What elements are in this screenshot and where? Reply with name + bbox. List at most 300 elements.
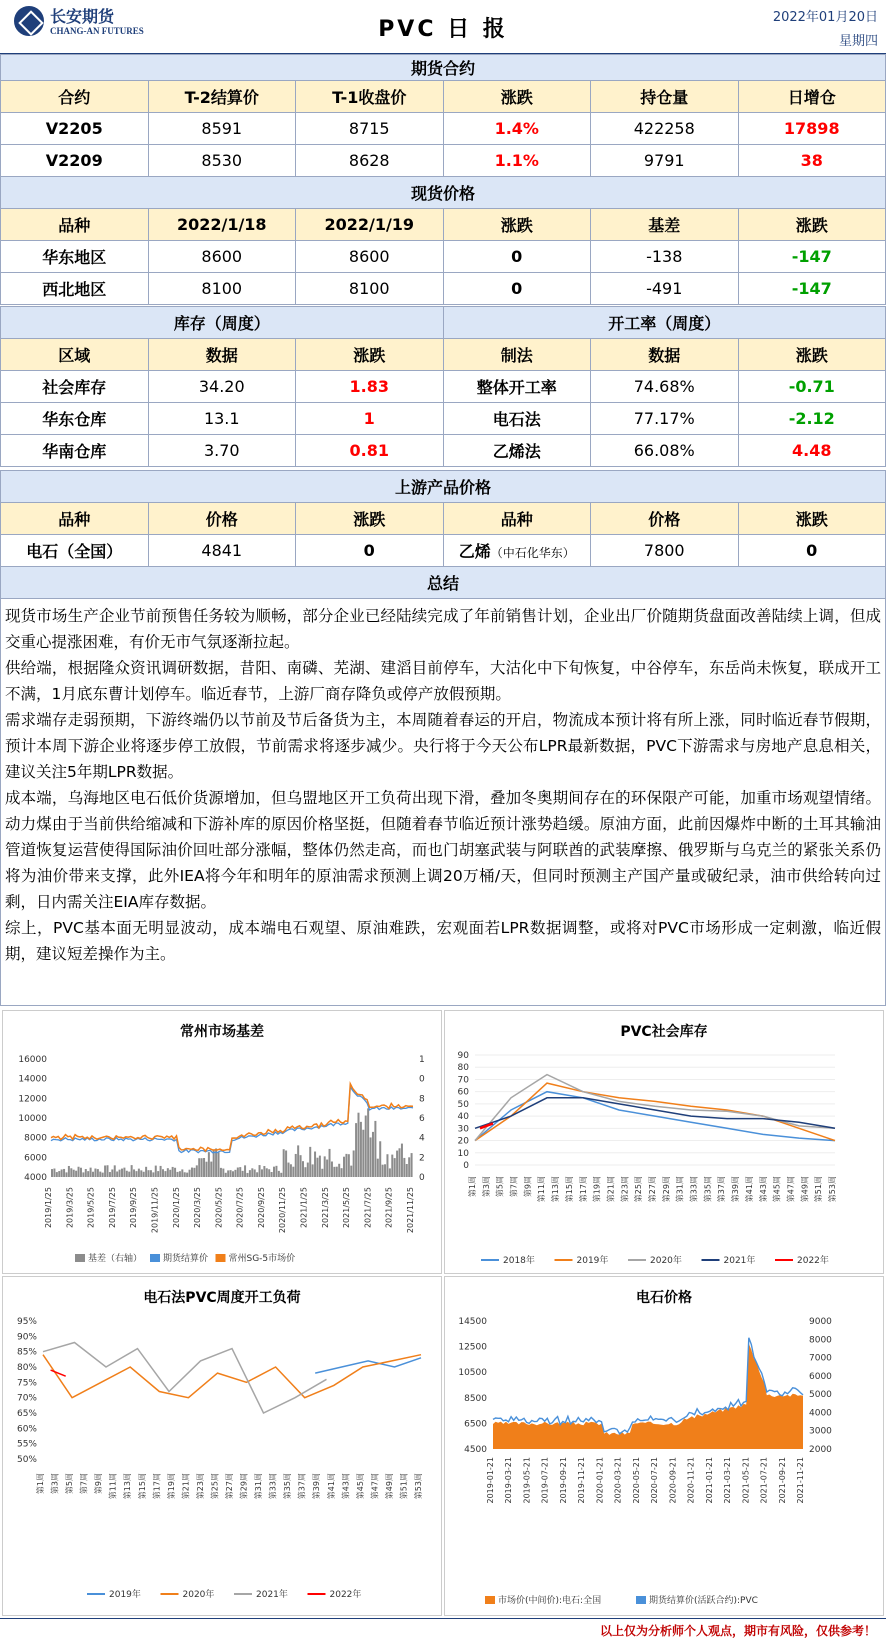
- bar-mark: [266, 1168, 268, 1177]
- bar-mark: [244, 1165, 246, 1177]
- bar-mark: [399, 1148, 401, 1177]
- x-tick-label: 2019/1/25: [44, 1187, 53, 1229]
- y-tick-label: 75%: [16, 1378, 37, 1389]
- table-cell: -491: [591, 273, 739, 305]
- bar-mark: [172, 1167, 174, 1177]
- bar-mark: [379, 1141, 381, 1177]
- legend-label: 基差（右轴）: [88, 1254, 143, 1264]
- bar-mark: [73, 1170, 75, 1177]
- x-tick-label: 2021/9/25: [384, 1187, 394, 1229]
- x-tick-label: 第21周: [606, 1176, 616, 1203]
- x-tick-label: 第21周: [181, 1473, 191, 1500]
- change-cell: 0.81: [296, 435, 444, 467]
- bar-mark: [51, 1169, 53, 1177]
- region-cell: 华东地区: [1, 241, 149, 273]
- bar-mark: [97, 1169, 99, 1177]
- bar-mark: [131, 1165, 133, 1177]
- bar-mark: [256, 1172, 258, 1177]
- bar-mark: [234, 1170, 236, 1177]
- summary-paragraph: 需求端存走弱预期，下游终端仍以节前及节后备货为主，本周随着春运的开启，物流成本预计将有所上涨，同时临近春节假期，预计本周下游企业将逐步停工放假，节前需求将逐步减少。央行将于今天公布LPR最新数据，PVC下游需求与房地产息息相关，建议关注5年期LPR数据。: [5, 711, 881, 781]
- y-tick-label: 16000: [18, 1055, 47, 1065]
- change-cell: 1: [296, 403, 444, 435]
- bar-mark: [63, 1169, 65, 1177]
- x-tick-label: 第11周: [108, 1473, 118, 1500]
- change-cell: 0: [443, 241, 591, 273]
- x-tick-label: 第5周: [495, 1176, 505, 1198]
- table-row: [1, 113, 886, 145]
- x-tick-label: 第1周: [36, 1473, 45, 1495]
- x-tick-label: 2021/7/25: [363, 1187, 373, 1229]
- series-line: [51, 1370, 66, 1376]
- x-tick-label: 2020-05-21: [631, 1457, 641, 1504]
- table-cell: -138: [591, 241, 739, 273]
- y-tick-label: 10500: [458, 1368, 487, 1379]
- x-tick-label: 第43周: [341, 1473, 351, 1500]
- x-tick-label: 2020/7/25: [235, 1187, 245, 1229]
- x-tick-label: 第13周: [551, 1176, 561, 1203]
- table-cell: 社会库存: [1, 371, 149, 403]
- bar-mark: [213, 1150, 215, 1177]
- y-tick-label: 55%: [16, 1439, 37, 1450]
- section-title: 期货合约: [1, 55, 886, 81]
- bar-mark: [174, 1168, 176, 1177]
- x-tick-label: 2020-11-21: [686, 1457, 696, 1504]
- bar-mark: [408, 1157, 410, 1177]
- bar-mark: [218, 1152, 220, 1177]
- table-cell: 8628: [296, 145, 444, 177]
- y-tick-label: 12500: [458, 1342, 487, 1353]
- y-tick-label: 80: [457, 1063, 469, 1074]
- col-header: 数据: [148, 339, 296, 371]
- bar-mark: [133, 1169, 135, 1177]
- bar-mark: [220, 1168, 222, 1177]
- y-tick-label: 90: [457, 1051, 469, 1061]
- legend-label: 常州SG-5市场价: [228, 1254, 296, 1264]
- y-tick-label: 50%: [16, 1455, 37, 1465]
- bar-mark: [160, 1166, 162, 1177]
- table-cell: 9791: [591, 145, 739, 177]
- table-cell: 3.70: [148, 435, 296, 467]
- col-header: 2022/1/18: [148, 209, 296, 241]
- legend-label: 2021年: [256, 1590, 288, 1600]
- x-tick-label: 第3周: [50, 1473, 60, 1495]
- bar-mark: [312, 1164, 314, 1177]
- chart-operating: [2, 1276, 442, 1616]
- x-tick-label: 第47周: [370, 1473, 380, 1500]
- x-tick-label: 2019/3/25: [65, 1187, 75, 1229]
- x-tick-label: 第1周: [468, 1176, 477, 1198]
- x-tick-label: 第25周: [634, 1176, 644, 1203]
- change-cell: 0: [443, 273, 591, 305]
- bar-mark: [290, 1164, 292, 1177]
- bar-mark: [259, 1165, 261, 1177]
- col-header: 数据: [591, 339, 739, 371]
- bar-mark: [111, 1169, 113, 1177]
- report-header: [0, 0, 886, 54]
- x-tick-label: 2021-07-21: [759, 1457, 769, 1504]
- report-weekday: 星期四: [838, 34, 878, 49]
- x-tick-label: 2021/3/25: [320, 1187, 330, 1229]
- bar-mark: [140, 1170, 142, 1177]
- y-tick-label: 1: [419, 1055, 425, 1065]
- table-row: [1, 371, 886, 403]
- bar-mark: [319, 1156, 321, 1177]
- bar-mark: [208, 1152, 210, 1177]
- y-tick-label: 14500: [458, 1317, 487, 1327]
- table-cell: 8591: [148, 113, 296, 145]
- bar-mark: [360, 1122, 362, 1177]
- table-row: [1, 535, 886, 567]
- legend-label: 期货结算价(活跃合约):PVC: [649, 1596, 758, 1606]
- legend-swatch: [485, 1596, 495, 1604]
- table-cell: 74.68%: [591, 371, 739, 403]
- table-cell: 66.08%: [591, 435, 739, 467]
- x-tick-label: 2019/11/25: [150, 1187, 160, 1234]
- table-cell: 8100: [296, 273, 444, 305]
- table-cell: 8600: [296, 241, 444, 273]
- y-tick-label: 50: [457, 1099, 469, 1110]
- x-tick-label: 第37周: [297, 1473, 307, 1500]
- chart-title: 常州市场基差: [180, 1024, 264, 1040]
- x-tick-label: 第15周: [137, 1473, 147, 1500]
- x-tick-label: 第17周: [152, 1473, 162, 1500]
- y-tick-label: 85%: [16, 1347, 37, 1358]
- bar-mark: [167, 1168, 169, 1177]
- x-tick-label: 2021-01-21: [704, 1457, 714, 1504]
- x-tick-label: 第33周: [689, 1176, 699, 1203]
- summary-paragraph: 综上，PVC基本面无明显波动，成本端电石观望、原油难跌，宏观面若LPR数据调整，或将对PVC市场形成一定刺激，临近假期，建议短差操作为主。: [5, 919, 881, 963]
- bar-mark: [324, 1156, 326, 1177]
- chart-title: 电石法PVC周度开工负荷: [143, 1290, 301, 1306]
- bar-mark: [121, 1169, 123, 1177]
- bar-mark: [152, 1172, 154, 1177]
- x-tick-label: 第13周: [123, 1473, 133, 1500]
- table-cell: 8715: [296, 113, 444, 145]
- x-tick-label: 2021-03-21: [723, 1457, 733, 1504]
- bar-mark: [406, 1164, 408, 1177]
- x-tick-label: 2021/1/25: [299, 1187, 309, 1229]
- bar-mark: [104, 1165, 106, 1177]
- col-header: 价格: [148, 503, 296, 535]
- series-line: [43, 1343, 327, 1414]
- table-cell: 乙烯法: [443, 435, 591, 467]
- futures-table: [0, 54, 886, 177]
- x-tick-label: 第47周: [786, 1176, 796, 1203]
- y-tick-label: 6000: [24, 1153, 47, 1164]
- x-tick-label: 第39周: [312, 1473, 322, 1500]
- y-tick-label: 20: [457, 1136, 469, 1147]
- y-tick-label: 60%: [16, 1424, 37, 1435]
- bar-mark: [355, 1123, 357, 1177]
- y-tick-label: 3000: [809, 1426, 832, 1437]
- table-cell: [443, 535, 591, 567]
- chart-inventory-svg: [445, 1011, 885, 1275]
- table-row: [1, 435, 886, 467]
- x-tick-label: 第11周: [537, 1176, 547, 1203]
- bar-mark: [232, 1171, 234, 1177]
- y-tick-label: 10000: [18, 1114, 47, 1124]
- bar-mark: [126, 1171, 128, 1177]
- y-tick-label: 4: [419, 1133, 425, 1144]
- bar-mark: [107, 1165, 109, 1177]
- x-tick-label: 2019-09-21: [558, 1457, 568, 1504]
- bar-mark: [114, 1165, 116, 1177]
- x-tick-label: 2019/7/25: [107, 1187, 117, 1229]
- bar-mark: [169, 1170, 171, 1177]
- table-row: [1, 403, 886, 435]
- x-tick-label: 2021-09-21: [777, 1457, 787, 1504]
- bar-mark: [288, 1163, 290, 1177]
- x-tick-label: 第23周: [620, 1176, 630, 1203]
- x-tick-label: 2020-01-21: [595, 1457, 605, 1504]
- bar-mark: [389, 1168, 391, 1177]
- x-tick-label: 2020/5/25: [214, 1187, 224, 1229]
- table-cell: 13.1: [148, 403, 296, 435]
- bar-mark: [411, 1153, 413, 1177]
- change-cell: -0.71: [738, 371, 886, 403]
- x-tick-label: 第45周: [772, 1176, 782, 1203]
- bar-mark: [145, 1167, 147, 1177]
- bar-mark: [357, 1113, 359, 1177]
- bar-mark: [99, 1172, 101, 1177]
- bar-mark: [150, 1170, 152, 1177]
- x-tick-label: 第53周: [828, 1176, 837, 1203]
- x-tick-label: 2021-05-21: [741, 1457, 751, 1504]
- y-tick-label: 8500: [464, 1393, 487, 1404]
- x-tick-label: 第35周: [283, 1473, 293, 1500]
- bar-mark: [246, 1173, 248, 1177]
- bar-mark: [78, 1167, 80, 1177]
- bar-mark: [316, 1158, 318, 1177]
- bar-mark: [135, 1171, 137, 1177]
- col-header: 品种: [1, 209, 149, 241]
- change-cell: 0: [296, 535, 444, 567]
- bar-mark: [365, 1116, 367, 1177]
- bar-mark: [254, 1169, 256, 1177]
- y-tick-label: 5000: [809, 1390, 832, 1401]
- bar-mark: [297, 1145, 299, 1177]
- bar-mark: [198, 1158, 200, 1177]
- bar-mark: [155, 1166, 157, 1177]
- x-tick-label: 2020-03-21: [613, 1457, 623, 1504]
- col-header: 涨跌: [296, 503, 444, 535]
- table-cell: 7800: [591, 535, 739, 567]
- bar-mark: [75, 1171, 77, 1177]
- x-tick-label: 第31周: [254, 1473, 264, 1500]
- change-cell: 17898: [738, 113, 886, 145]
- bar-mark: [193, 1168, 195, 1177]
- bar-mark: [237, 1168, 239, 1177]
- bar-mark: [307, 1163, 309, 1177]
- col-header: 涨跌: [443, 209, 591, 241]
- bar-mark: [191, 1168, 193, 1177]
- y-tick-label: 8000: [809, 1335, 832, 1346]
- col-header: T-2结算价: [148, 81, 296, 113]
- y-tick-label: 4000: [24, 1173, 47, 1183]
- table-cell: 电石法: [443, 403, 591, 435]
- bar-mark: [341, 1168, 343, 1177]
- x-tick-label: 第51周: [399, 1473, 409, 1500]
- x-tick-label: 第25周: [210, 1473, 220, 1500]
- legend-label: 市场价(中间价):电石:全国: [498, 1596, 602, 1606]
- bar-mark: [336, 1167, 338, 1177]
- bar-mark: [201, 1158, 203, 1177]
- x-tick-label: 第19周: [166, 1473, 176, 1500]
- section-title: 上游产品价格: [1, 471, 886, 503]
- x-tick-label: 第31周: [675, 1176, 685, 1203]
- col-header: 涨跌: [443, 81, 591, 113]
- bar-mark: [87, 1171, 89, 1177]
- x-tick-label: 2019-07-21: [540, 1457, 550, 1504]
- x-tick-label: 第53周: [414, 1473, 423, 1500]
- col-header: 价格: [591, 503, 739, 535]
- bar-mark: [273, 1167, 275, 1177]
- table-cell: 华东仓库: [1, 403, 149, 435]
- bar-mark: [394, 1158, 396, 1177]
- x-tick-label: 第35周: [703, 1176, 713, 1203]
- x-tick-label: 第39周: [731, 1176, 741, 1203]
- y-tick-label: 70%: [16, 1393, 37, 1404]
- chart-carbide-svg: [445, 1277, 885, 1617]
- legend-label: 2018年: [503, 1256, 535, 1266]
- x-tick-label: 第51周: [814, 1176, 824, 1203]
- bar-mark: [181, 1169, 183, 1177]
- bar-mark: [189, 1170, 191, 1177]
- y-tick-label: 8: [419, 1094, 425, 1105]
- col-header: 品种: [1, 503, 149, 535]
- x-tick-label: 2021-11-21: [796, 1457, 805, 1504]
- brand-name-en: CHANG-AN FUTURES: [50, 26, 144, 36]
- change-cell: 1.83: [296, 371, 444, 403]
- x-tick-label: 2019-03-21: [504, 1457, 514, 1504]
- y-tick-label: 90%: [16, 1332, 37, 1343]
- legend-label: 2021年: [723, 1256, 756, 1266]
- col-header: 区域: [1, 339, 149, 371]
- bar-mark: [94, 1169, 96, 1177]
- bar-mark: [271, 1172, 273, 1177]
- bar-mark: [261, 1169, 263, 1177]
- x-tick-label: 第45周: [355, 1473, 365, 1500]
- bar-mark: [377, 1159, 379, 1177]
- summary-header-table: [0, 566, 886, 599]
- chart-carbide: [444, 1276, 884, 1616]
- chart-operating-svg: [3, 1277, 443, 1617]
- table-cell: 8530: [148, 145, 296, 177]
- chart-title: 电石价格: [636, 1290, 692, 1306]
- x-tick-label: 第9周: [523, 1176, 533, 1198]
- change-cell: 1.4%: [443, 113, 591, 145]
- summary-paragraph: 供给端，根据隆众资讯调研数据，昔阳、南磷、芜湖、建滔目前停车，大沽化中下旬恢复，中谷停车，东岳尚未恢复，联成开工不满，1月底东曹计划停车。临近春节，上游厂商存降负或停产放假预期。: [5, 659, 881, 703]
- x-tick-label: 第3周: [481, 1176, 491, 1198]
- y-tick-label: 6: [419, 1114, 425, 1124]
- bar-mark: [102, 1173, 104, 1177]
- bar-mark: [82, 1172, 84, 1177]
- x-tick-label: 第41周: [744, 1176, 754, 1203]
- x-tick-label: 2020/3/25: [193, 1187, 203, 1229]
- x-tick-label: 第7周: [509, 1176, 519, 1198]
- change-cell: 1.1%: [443, 145, 591, 177]
- bar-mark: [280, 1173, 282, 1177]
- bar-mark: [292, 1167, 294, 1177]
- x-tick-label: 第43周: [758, 1176, 768, 1203]
- x-tick-label: 2019/9/25: [129, 1187, 139, 1229]
- x-tick-label: 第19周: [592, 1176, 602, 1203]
- legend-label: 2022年: [797, 1256, 829, 1266]
- x-tick-label: 第27周: [225, 1473, 234, 1500]
- x-tick-label: 2021/11/25: [406, 1187, 415, 1234]
- bar-mark: [56, 1172, 58, 1177]
- y-tick-label: 95%: [16, 1317, 37, 1327]
- legend-swatch: [636, 1596, 646, 1604]
- series-line: [475, 1098, 835, 1129]
- legend-swatch: [150, 1254, 160, 1262]
- y-tick-label: 0: [419, 1173, 425, 1183]
- x-tick-label: 2019-05-21: [522, 1457, 532, 1504]
- y-tick-label: 0: [463, 1161, 469, 1171]
- bar-mark: [123, 1168, 125, 1177]
- legend-label: 2019年: [109, 1590, 141, 1600]
- change-cell: -147: [738, 241, 886, 273]
- legend-swatch: [75, 1254, 85, 1262]
- x-tick-label: 第33周: [268, 1473, 278, 1500]
- col-header: 涨跌: [738, 209, 886, 241]
- summary-text: [0, 598, 886, 1006]
- bar-mark: [275, 1166, 277, 1177]
- x-tick-label: 第37周: [717, 1176, 727, 1203]
- bar-mark: [309, 1147, 311, 1177]
- y-tick-label: 2000: [809, 1445, 832, 1455]
- bar-mark: [196, 1165, 198, 1177]
- bar-mark: [58, 1171, 60, 1177]
- region-cell: 西北地区: [1, 273, 149, 305]
- disclaimer: 以上仅为分析师个人观点，期市有风险，仅供参考！: [0, 1618, 886, 1642]
- area-mark: [493, 1344, 803, 1449]
- bar-mark: [119, 1170, 121, 1177]
- chart-basis-svg: [3, 1011, 443, 1275]
- col-header: 涨跌: [296, 339, 444, 371]
- y-tick-label: 60: [457, 1087, 469, 1098]
- legend-label: 2020年: [650, 1256, 682, 1266]
- bar-mark: [403, 1158, 405, 1177]
- bar-mark: [338, 1164, 340, 1177]
- bar-mark: [186, 1173, 188, 1177]
- bar-mark: [370, 1137, 372, 1177]
- y-tick-label: 6500: [464, 1419, 487, 1430]
- bar-mark: [249, 1170, 251, 1177]
- x-tick-label: 第49周: [800, 1176, 810, 1203]
- col-header: 合约: [1, 81, 149, 113]
- chart-title: PVC社会库存: [620, 1024, 708, 1040]
- bar-mark: [203, 1158, 205, 1177]
- bar-mark: [70, 1168, 72, 1177]
- x-tick-label: 2020-07-21: [650, 1457, 660, 1504]
- table-row: [1, 145, 886, 177]
- legend-swatch: [216, 1254, 226, 1262]
- y-tick-label: 10: [457, 1148, 469, 1159]
- bar-mark: [68, 1166, 70, 1177]
- contract-cell: V2205: [1, 113, 149, 145]
- x-tick-label: 2020/1/25: [171, 1187, 181, 1229]
- bar-mark: [331, 1161, 333, 1177]
- bar-mark: [278, 1171, 280, 1177]
- bar-mark: [302, 1161, 304, 1177]
- upstream-table: [0, 470, 886, 567]
- bar-mark: [176, 1172, 178, 1177]
- y-tick-label: 70: [457, 1075, 469, 1086]
- table-cell: 电石（全国）: [1, 535, 149, 567]
- bar-mark: [333, 1167, 335, 1177]
- x-tick-label: 第9周: [94, 1473, 104, 1495]
